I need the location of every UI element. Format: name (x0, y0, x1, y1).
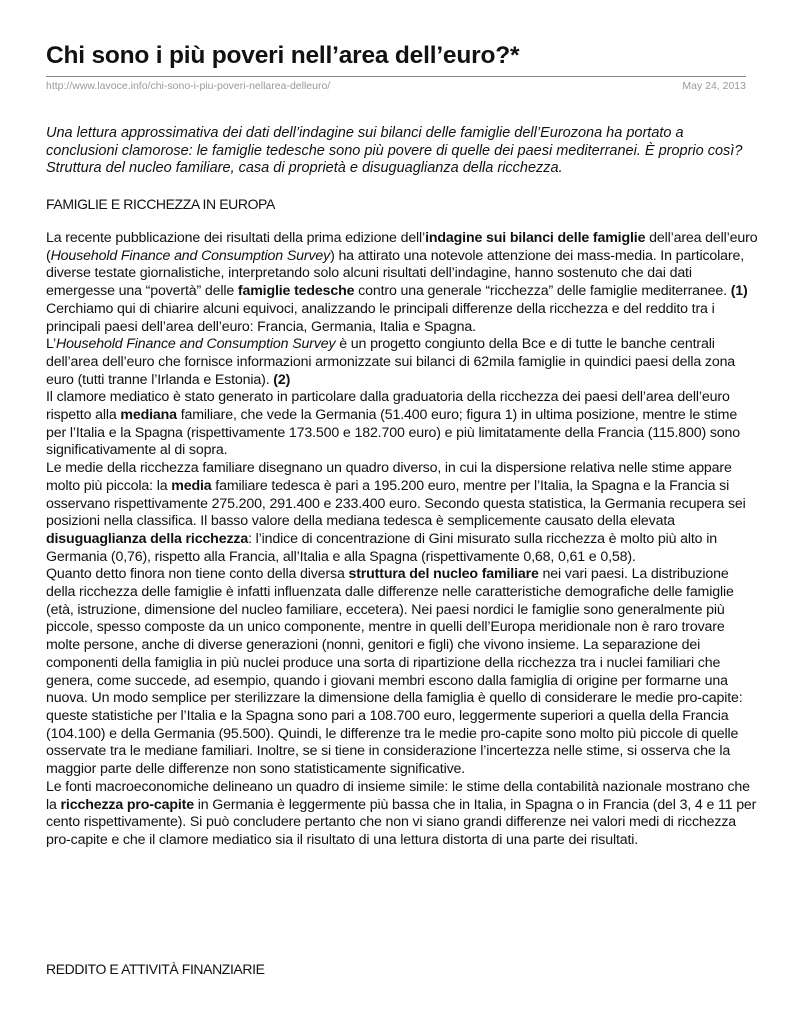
text-span: dell’area dell’euro ( (46, 230, 758, 264)
text-span: contro una generale “ricchezza” delle famiglie mediterranee. (354, 283, 731, 300)
italic-term: Household Finance and Consumption Survey (55, 336, 336, 353)
text-span: familiare, che vede la Germania (51.400 euro; figura 1) in ultima posizione, mentre le stime per l’Italia e la Spagna (rispettivamente 173.500 e 182.700 euro) e più limitatamente della Francia (115.800) sono significativamente al di sopra. (46, 407, 741, 459)
text-span: Le medie della ricchezza familiare disegnano un quadro diverso, in cui la dispersione relativa nelle stime appare molto più piccola: la (46, 460, 732, 494)
text-span: Il clamore mediatico è stato generato in particolare dalla graduatoria della ricchezza dei paesi dell’area dell’euro rispetto alla (46, 389, 730, 424)
paragraph-1 (46, 230, 758, 336)
bold-term: ricchezza pro-capite (60, 796, 194, 813)
article-title: Chi sono i più poveri nell’area dell’euro?* (46, 42, 520, 69)
text-span: : l’indice di concentrazione di Gini misurato sulla ricchezza è molto più alto in Germania (0,76), rispetto alla Francia, all’Italia e alla Spagna (rispettivamente 0,68, 0,61 e 0,58). (46, 530, 717, 565)
text-span: è un progetto congiunto della Bce e di tutte le banche centrali dell’area dell’euro che fornisce informazioni armonizzate sui bilanci di 62mila famiglie in quindici paesi della zona euro (tutti tranne l’Irlanda e Estonia). (46, 336, 736, 388)
bold-term: mediana (120, 407, 177, 424)
text-span: ) ha attirato una notevole attenzione dei mass-media. In particolare, diverse testate giornalistiche, interpretando solo alcuni risultati dell’indagine, hanno sostenuto che dai dati emergesse una “povertà” delle (46, 247, 745, 300)
bold-term: struttura del nucleo familiare (348, 566, 539, 583)
article-body (46, 230, 758, 850)
paragraph-5 (46, 566, 758, 778)
paragraph-6 (46, 779, 758, 850)
bold-term: indagine sui bilanci delle famiglie (425, 230, 646, 246)
paragraph-4 (46, 460, 758, 566)
publication-date: May 24, 2013 (682, 80, 746, 92)
footnote-ref-1[interactable]: (1) (730, 283, 748, 300)
text-span: Le fonti macroeconomiche delineano un quadro di insieme simile: le stime della contabilità nazionale mostrano che la (46, 778, 750, 813)
bold-term: disuguaglianza della ricchezza (46, 530, 249, 547)
section-heading-reddito: REDDITO E ATTIVITÀ FINANZIARIE (46, 961, 265, 977)
bold-term: famiglie tedesche (237, 283, 355, 300)
text-span: La recente pubblicazione dei risultati della prima edizione dell’ (46, 230, 426, 246)
article-lead: Una lettura approssimativa dei dati dell’indagine sui bilanci delle famiglie dell’Eurozona ha portato a conclusioni clamorose: le famiglie tedesche sono più povere di quelle dei paesi mediterranei. È proprio così? Struttura del nucleo familiare, casa di proprietà e disuguaglianza della ricchezza. (46, 125, 743, 176)
paragraph-2 (46, 336, 758, 389)
bold-term: media (171, 477, 212, 494)
text-span: L’ (46, 336, 56, 353)
text-span: Cerchiamo qui di chiarire alcuni equivoci, analizzando le principali differenze della ricchezza e del reddito tra i principali paesi dell’area dell’euro: Francia, Germania, Italia e Spagna. (46, 300, 715, 335)
text-span: in Germania è leggermente più bassa che in Italia, in Spagna o in Francia (del 3, 4 e 11 per cento rispettivamente). Si può concludere pertanto che non vi siano grandi differenze nei valori medi di ricchezza pro-capite e che il clamore mediatico sia il risultato di una lettura distorta di una parte dei risultati. (46, 796, 757, 848)
text-span: nei vari paesi. La distribuzione della ricchezza delle famiglie è infatti influenzata dalle differenze nelle caratteristiche demografiche delle famiglie (età, istruzione, dimensione del nucleo familiare, eccetera). Nei paesi nordici le famiglie sono generalmente più piccole, spesso composte da un unico componente, mentre in quelli dell’Europa meridionale non è raro trovare molte persone, anche di diverse generazioni (nonni, genitori e figli) che vivono insieme. La separazione dei componenti della famiglia in più nuclei produce una sorta di ripartizione della ricchezza tra i nuclei familiari che genera, come succede, ad esempio, quando i giovani membri escono dalla famiglia di origine per formarne una nuova. Un modo semplice per sterilizzare la dimensione della famiglia è quello di considerare le medie pro-capite: queste statistiche per l’Italia e la Spagna sono pari a 108.700 euro, leggermente superiori a quella della Francia (104.100) e della Germania (95.500). Quindi, le differenze tra le medie pro-capite sono molto più piccole di quelle osservate tra le mediane familiari. Inoltre, se si tiene in considerazione l’incertezza nelle stime, si osserva che la maggior parte delle differenze non sono statisticamente significative. (46, 566, 743, 778)
paragraph-3 (46, 389, 758, 460)
italic-term: Household Finance and Consumption Survey (50, 247, 331, 264)
article-url-link[interactable]: http://www.lavoce.info/chi-sono-i-piu-poveri-nellarea-delleuro/ (46, 80, 331, 92)
section-heading-famiglie: FAMIGLIE E RICCHEZZA IN EUROPA (46, 196, 275, 212)
text-span: familiare tedesca è pari a 195.200 euro, mentre per l’Italia, la Spagna e la Francia si osservano rispettivamente 275.200, 291.400 e 233.400 euro. Secondo questa statistica, la Germania recupera sei posizioni nella classifica. Il basso valore della mediana tedesca è semplicemente causato della elevata (46, 477, 746, 530)
footnote-ref-2[interactable]: (2) (273, 371, 291, 388)
title-divider (46, 76, 746, 77)
text-span: Quanto detto finora non tiene conto della diversa (46, 566, 349, 583)
